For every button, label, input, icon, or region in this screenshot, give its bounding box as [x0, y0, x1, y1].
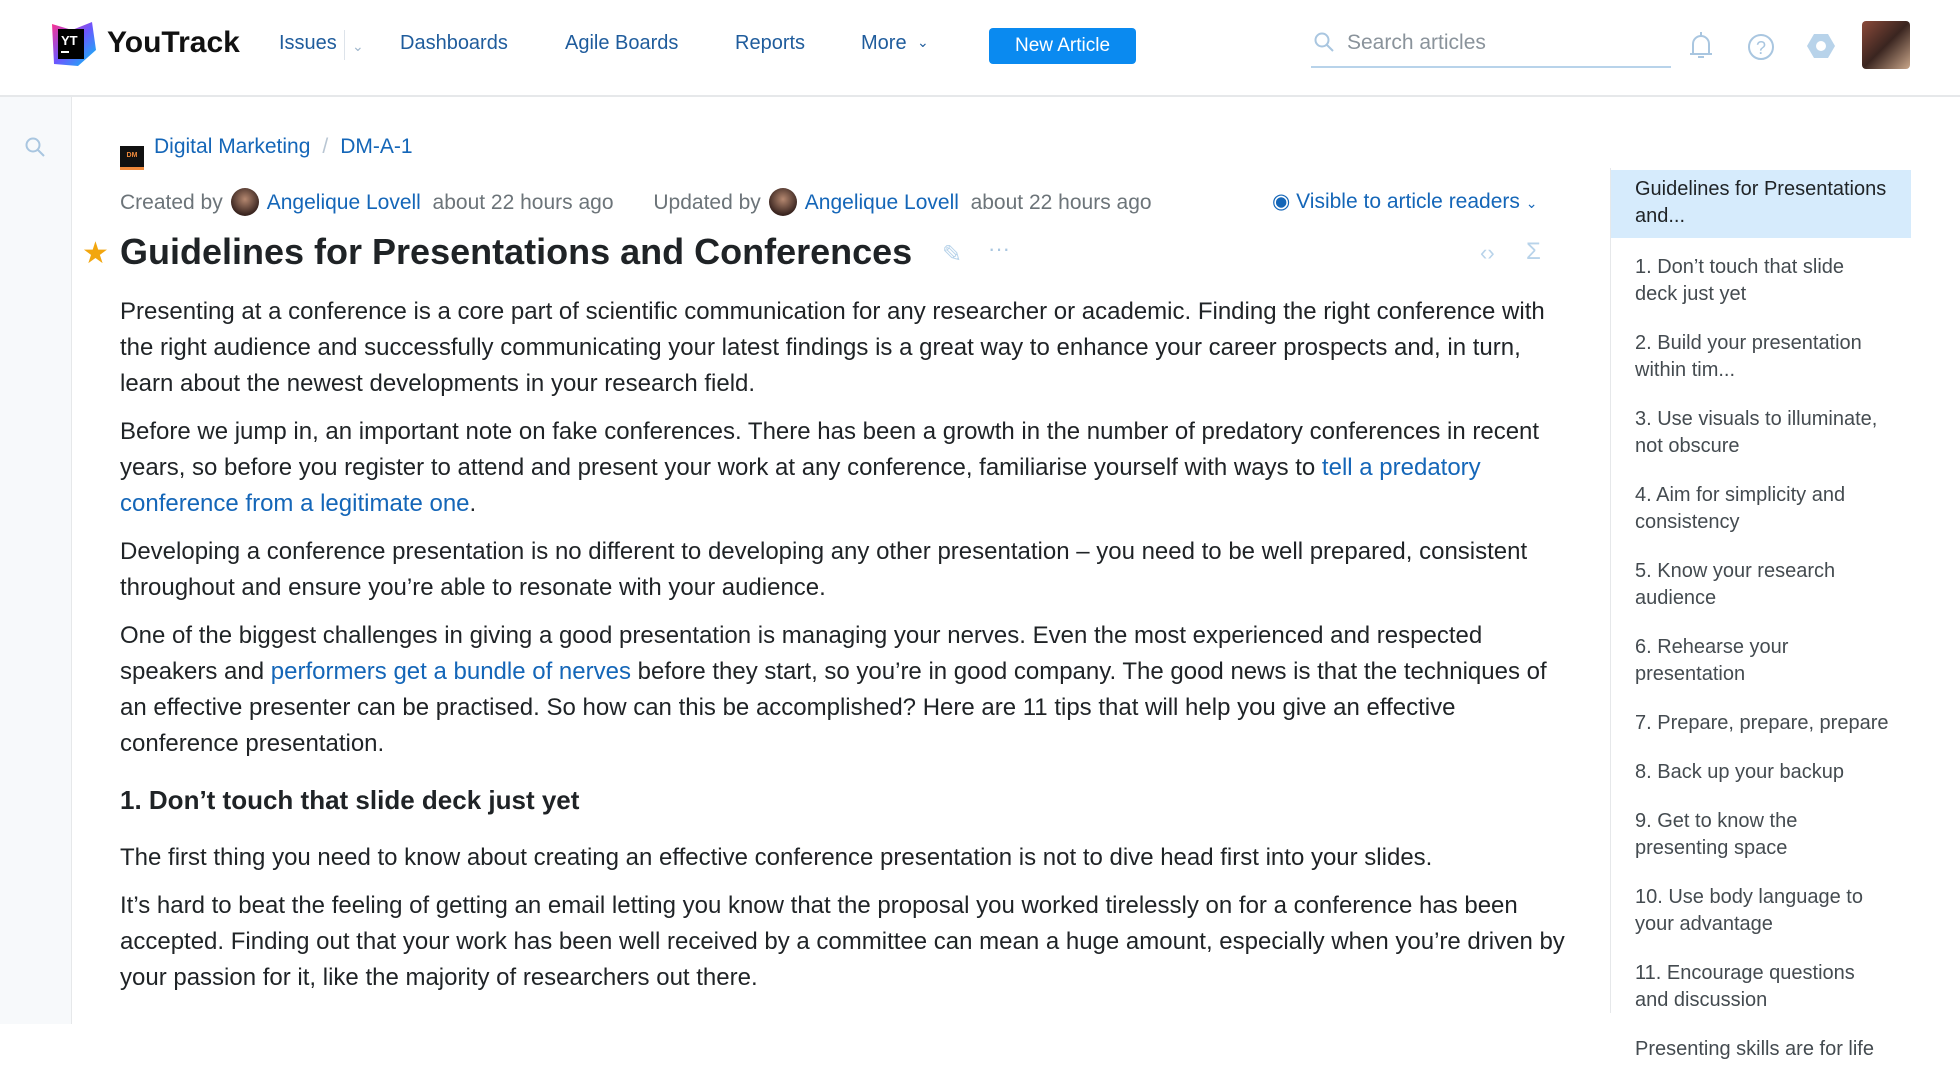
- created-author-link[interactable]: Angelique Lovell: [266, 191, 421, 214]
- toc-item[interactable]: Presenting skills are for life: [1635, 1038, 1874, 1060]
- breadcrumb-separator: /: [322, 135, 329, 158]
- author-avatar: [769, 188, 797, 216]
- paragraph: It’s hard to beat the feeling of getting an email letting you know that the proposal you worked tirelessly on for a conference has been accepted. Finding out that your work has been well received by a committee can mean a huge amount, especially when you’re driven by your passion for it, like the majority of researchers out there.: [120, 892, 1565, 991]
- toc-item[interactable]: Guidelines for Presentations and...: [1611, 170, 1911, 238]
- paragraph: The first thing you need to know about creating an effective conference presentation is not to dive head first into your slides.: [120, 844, 1433, 871]
- toc-item[interactable]: 7. Prepare, prepare, prepare: [1635, 712, 1889, 734]
- updated-time: about 22 hours ago: [970, 191, 1152, 214]
- help-icon[interactable]: [1746, 30, 1776, 64]
- created-label: Created by: [120, 191, 223, 214]
- brand-name: YouTrack: [107, 26, 240, 59]
- table-of-contents: [1611, 170, 1911, 1081]
- paragraph: Presenting at a conference is a core part of scientific communication for any researcher or academic. Finding the right conference with the right audience and successfully communicating your latest findings is a great way to enhance your career prospects and, in turn, learn about the newest developments in your research field.: [120, 298, 1545, 397]
- youtrack-logo[interactable]: [48, 20, 98, 68]
- article-body: [120, 294, 1565, 1008]
- updated-author-link[interactable]: Angelique Lovell: [804, 191, 959, 214]
- toc-item[interactable]: 8. Back up your backup: [1635, 761, 1845, 783]
- edit-pencil-icon[interactable]: ✎: [942, 241, 963, 268]
- project-icon: DM: [120, 146, 144, 170]
- predatory-conference-link[interactable]: tell a predatory conference from a legitimate one: [120, 454, 1481, 517]
- section-heading: 1. Don’t touch that slide deck just yet: [120, 785, 580, 815]
- nav-reports[interactable]: Reports: [735, 32, 806, 54]
- search-placeholder: Search articles: [1347, 31, 1486, 54]
- paragraph: One of the biggest challenges in giving a good presentation is managing your nerves. Even the most experienced and respected speakers and performers get a bundle of nerves before they start, so you’re in good company. The good news is that the techniques of an effective presenter can be practised. So how can this be accomplished? Here are 11 tips that will help you give an effective conference presentation.: [120, 622, 1547, 757]
- nav-agile-boards[interactable]: Agile Boards: [565, 32, 679, 54]
- created-time: about 22 hours ago: [432, 191, 614, 214]
- search-input[interactable]: [1311, 20, 1671, 68]
- visibility-label: Visible to article readers: [1296, 190, 1520, 213]
- toc-item[interactable]: 11. Encourage questions and discussion: [1635, 962, 1855, 1011]
- code-view-icon[interactable]: ‹›: [1480, 240, 1495, 265]
- toc-item[interactable]: 5. Know your research audience: [1635, 560, 1836, 609]
- toc-item[interactable]: 2. Build your presentation within tim...: [1635, 332, 1862, 381]
- new-article-button[interactable]: New Article: [989, 28, 1136, 64]
- svg-text:YT: YT: [61, 33, 78, 48]
- toc-item[interactable]: 4. Aim for simplicity and consistency: [1635, 484, 1846, 533]
- nav-more[interactable]: More: [861, 32, 907, 54]
- toc-item[interactable]: 10. Use body language to your advantage: [1635, 886, 1863, 935]
- bell-icon[interactable]: [1686, 30, 1716, 64]
- toc-item[interactable]: 6. Rehearse your presentation: [1635, 636, 1789, 685]
- search-icon: [1313, 31, 1335, 53]
- paragraph: Developing a conference presentation is no different to developing any other presentation – you need to be well prepared, consistent throughout and ensure you’re able to resonate with your audience.: [120, 538, 1528, 601]
- breadcrumb: [120, 133, 413, 161]
- article-meta: [120, 188, 1152, 217]
- toc-item[interactable]: 1. Don’t touch that slide deck just yet: [1635, 256, 1845, 305]
- svg-text:?: ?: [1756, 38, 1767, 58]
- breadcrumb-project[interactable]: Digital Marketing: [154, 135, 311, 158]
- search-icon[interactable]: [24, 136, 48, 160]
- visibility-dropdown[interactable]: [1272, 188, 1537, 217]
- nav-dashboards[interactable]: Dashboards: [400, 32, 508, 54]
- top-header: [0, 0, 1960, 97]
- breadcrumb-article-id[interactable]: DM-A-1: [340, 135, 413, 158]
- more-options-icon[interactable]: ···: [988, 236, 1010, 261]
- toc-item[interactable]: 3. Use visuals to illuminate, not obscure: [1635, 408, 1878, 457]
- user-avatar[interactable]: [1862, 21, 1910, 69]
- nerves-link[interactable]: performers get a bundle of nerves: [270, 658, 631, 685]
- toc-toggle-icon[interactable]: Σ: [1526, 238, 1541, 265]
- nav-divider: [344, 30, 345, 60]
- issues-chevron-down-icon[interactable]: ⌄: [352, 38, 364, 54]
- settings-gear-icon[interactable]: [1805, 30, 1837, 64]
- paragraph: Before we jump in, an important note on fake conferences. There has been a growth in the number of predatory conferences in recent years, so before you register to attend and present your work at any conference, familiarise yourself with ways to tell a predatory conference from a legitimate one.: [120, 418, 1540, 517]
- chevron-down-icon: ⌄: [1525, 195, 1538, 211]
- more-chevron-down-icon: ⌄: [917, 34, 929, 50]
- eye-icon: ◉: [1272, 190, 1291, 213]
- left-rail: [0, 97, 72, 1024]
- article-title: Guidelines for Presentations and Conferences: [120, 231, 913, 272]
- nav-issues[interactable]: Issues: [279, 32, 337, 54]
- toc-item[interactable]: 9. Get to know the presenting space: [1635, 810, 1798, 859]
- star-icon[interactable]: ★: [82, 237, 109, 270]
- updated-label: Updated by: [653, 191, 761, 214]
- author-avatar: [231, 188, 259, 216]
